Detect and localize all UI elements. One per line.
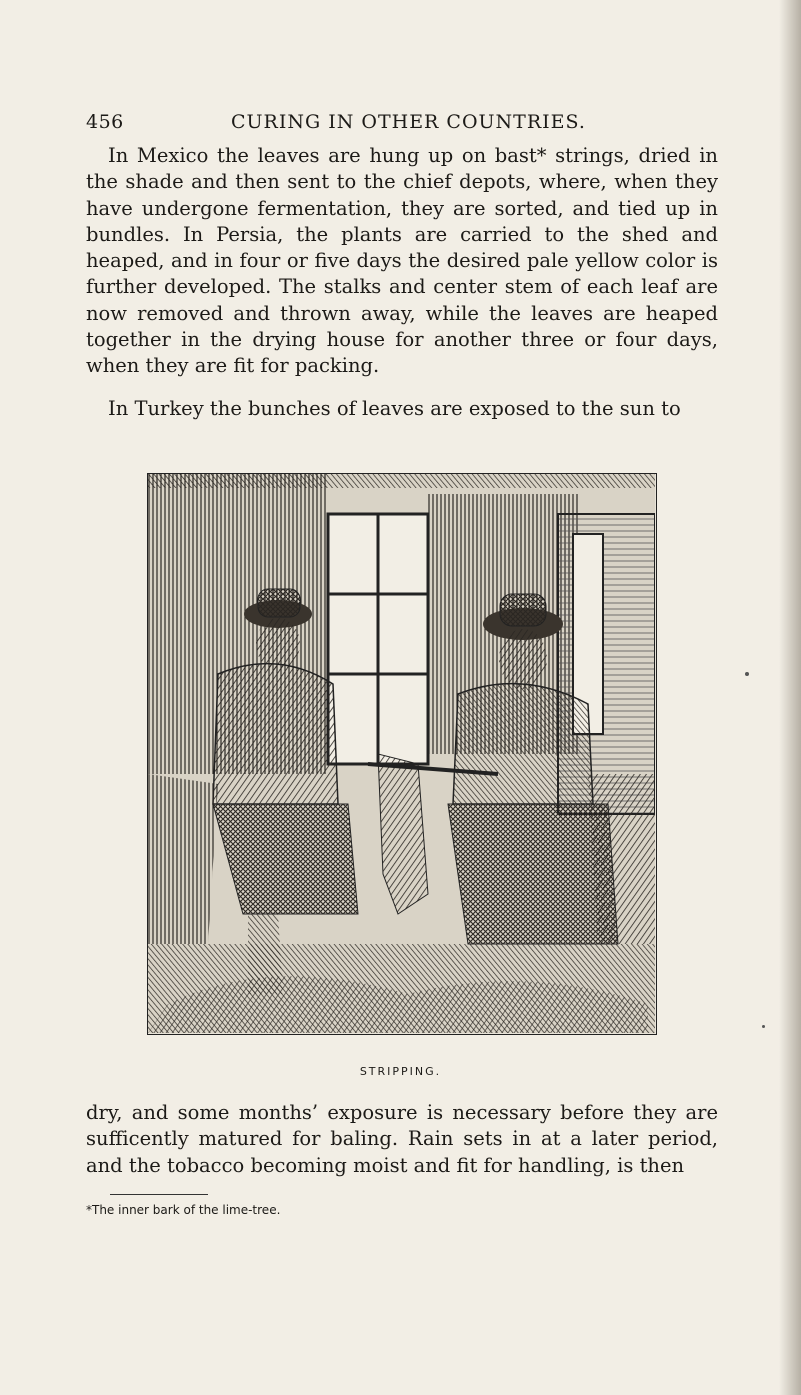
page-number: 456 <box>86 111 124 133</box>
paragraph-mexico-persia: In Mexico the leaves are hung up on bast* strings, dried in the shade and then sent to the chief depots, where, when they have undergone fermentation, they are sorted, and tied up in bundles. In Persia, the plants are carried to the shed and heaped, and in four or five days the desired pale yellow color is further developed. The stalks and center stem of each leaf are now removed and thrown away, while the leaves are heaped together in the drying house for another three or four days, when they are fit for packing. <box>86 144 718 378</box>
illustration-caption: STRIPPING. <box>359 1065 442 1078</box>
illustration-stripping <box>147 473 657 1035</box>
page-edge-shadow <box>779 0 801 1395</box>
running-head: CURING IN OTHER COUNTRIES. <box>231 111 586 133</box>
footnote-rule <box>110 1194 208 1195</box>
footnote: *The inner bark of the lime-tree. <box>86 1203 281 1217</box>
paragraph-continued: dry, and some months’ exposure is necessary before they are sufficently matured for baling. Rain sets in at a later period, and the tobacco becoming moist and fit for handling, is then <box>86 1101 718 1177</box>
paragraph-turkey: In Turkey the bunches of leaves are exposed to the sun to <box>108 397 681 420</box>
